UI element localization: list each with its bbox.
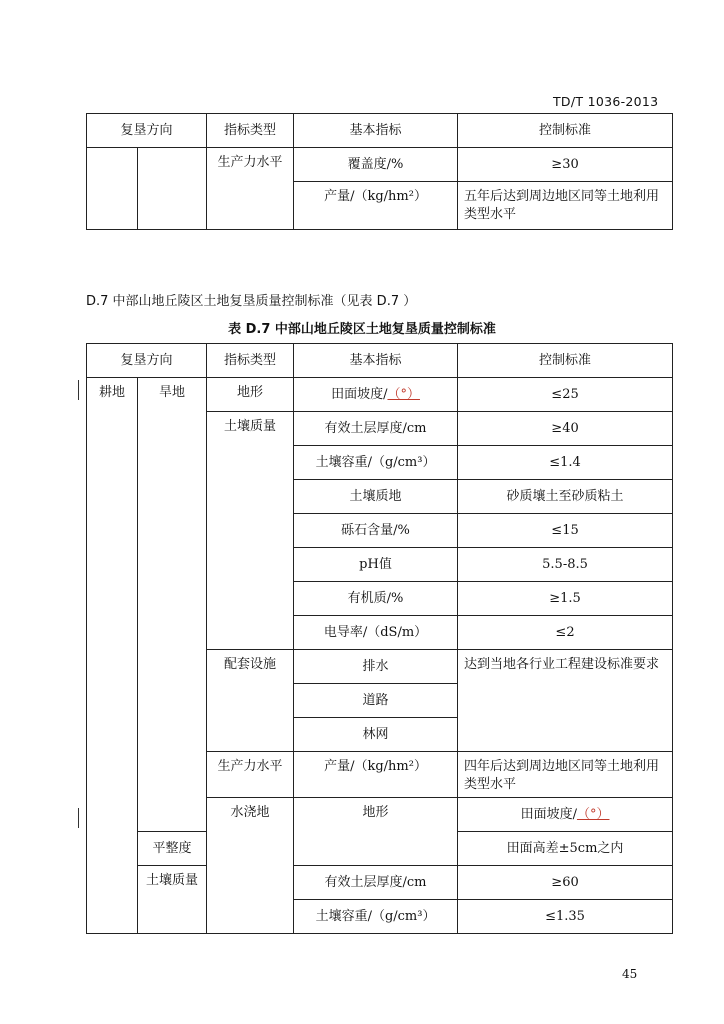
subdirection-cell — [138, 148, 207, 230]
continued-table — [86, 113, 673, 230]
header-control-standard: 控制标准 — [458, 114, 673, 148]
indicator-cell: pH值 — [294, 548, 458, 582]
standard-cell: 5.5-8.5 — [458, 548, 673, 582]
standard-cell: 五年后达到周边地区同等土地利用类型水平 — [458, 182, 673, 230]
indicator-cell: 电导率/（dS/m） — [294, 616, 458, 650]
standard-cell: ≤2 — [458, 616, 673, 650]
section-heading: D.7 中部山地丘陵区土地复垦质量控制标准（见表 D.7 ） — [86, 294, 417, 309]
indicator-cell: 产量/（kg/hm²） — [294, 752, 458, 798]
direction-cell — [87, 148, 138, 230]
indicator-cell: 平整度 — [138, 832, 207, 866]
indicator-cell — [294, 378, 458, 412]
table-caption: 表 D.7 中部山地丘陵区土地复垦质量控制标准 — [228, 322, 496, 337]
indicator-cell: 有机质/% — [294, 582, 458, 616]
table-header-row — [87, 114, 673, 148]
indicator-cell — [458, 798, 673, 832]
indicator-type-cell: 配套设施 — [207, 650, 294, 752]
indicator-cell: 排水 — [294, 650, 458, 684]
standard-cell: 四年后达到周边地区同等土地利用类型水平 — [458, 752, 673, 798]
indicator-type-cell: 土壤质量 — [138, 866, 207, 934]
irrigated-cell: 水浇地 — [207, 798, 294, 934]
standard-cell: ≥1.5 — [458, 582, 673, 616]
indicator-cell: 土壤容重/（g/cm³） — [294, 900, 458, 934]
indicator-type-cell: 生产力水平 — [207, 752, 294, 798]
standard-cell: ≥60 — [458, 866, 673, 900]
standard-cell: ≤15 — [458, 514, 673, 548]
header-reclamation-direction: 复垦方向 — [87, 344, 207, 378]
indicator-cell: 覆盖度/% — [294, 148, 458, 182]
indicator-cell: 林网 — [294, 718, 458, 752]
indicator-text: 田面坡度/ — [331, 386, 388, 402]
indicator-cell: 产量/（kg/hm²） — [294, 182, 458, 230]
land-use-cell: 耕地 — [87, 378, 138, 934]
dryland-cell: 旱地 — [138, 378, 207, 832]
revision-mark — [78, 380, 79, 400]
header-indicator-type: 指标类型 — [207, 344, 294, 378]
table-row — [87, 148, 673, 182]
standard-cell: ≤1.35 — [458, 900, 673, 934]
header-basic-indicator: 基本指标 — [294, 114, 458, 148]
table-row — [87, 866, 673, 900]
standard-cell: ≤1.4 — [458, 446, 673, 480]
indicator-cell: 土壤容重/（g/cm³） — [294, 446, 458, 480]
indicator-cell: 有效土层厚度/cm — [294, 866, 458, 900]
indicator-unit: （°） — [576, 806, 610, 822]
indicator-type-cell: 生产力水平 — [207, 148, 294, 230]
indicator-cell: 道路 — [294, 684, 458, 718]
page-number: 45 — [622, 967, 638, 981]
indicator-cell: 有效土层厚度/cm — [294, 412, 458, 446]
indicator-cell: 砾石含量/% — [294, 514, 458, 548]
header-basic-indicator: 基本指标 — [294, 344, 458, 378]
indicator-cell: 土壤质地 — [294, 480, 458, 514]
indicator-text: 田面坡度/ — [520, 806, 577, 822]
standard-code: TD/T 1036-2013 — [553, 94, 659, 109]
header-reclamation-direction: 复垦方向 — [87, 114, 207, 148]
table-d7 — [86, 343, 673, 934]
revision-mark — [78, 808, 79, 828]
header-indicator-type: 指标类型 — [207, 114, 294, 148]
header-control-standard: 控制标准 — [458, 344, 673, 378]
standard-cell: 达到当地各行业工程建设标准要求 — [458, 650, 673, 752]
standard-cell: 田面高差±5cm之内 — [458, 832, 673, 866]
standard-cell: ≥30 — [458, 148, 673, 182]
indicator-type-cell: 地形 — [207, 378, 294, 412]
table-header-row — [87, 344, 673, 378]
standard-cell: 砂质壤土至砂质粘土 — [458, 480, 673, 514]
indicator-unit: （°） — [387, 386, 420, 402]
indicator-type-cell: 土壤质量 — [207, 412, 294, 650]
indicator-type-cell: 地形 — [294, 798, 458, 866]
standard-cell: ≤25 — [458, 378, 673, 412]
standard-cell: ≥40 — [458, 412, 673, 446]
table-row — [87, 378, 673, 412]
